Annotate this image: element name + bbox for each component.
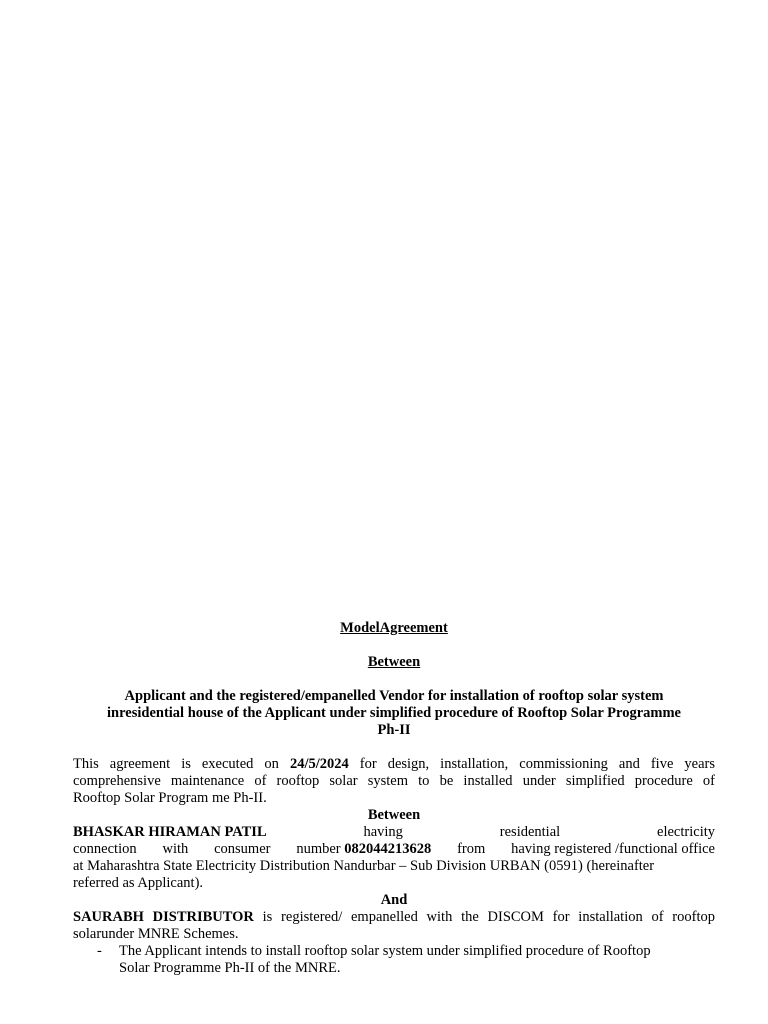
execution-line-1: [73, 756, 715, 773]
heading-line-3: Ph-II: [377, 722, 411, 738]
list-item: [97, 943, 715, 977]
applicant-word-from: from: [457, 841, 486, 857]
vendor-name: SAURABH DISTRIBUTOR: [73, 909, 254, 925]
applicant-word-residential: residential: [499, 824, 561, 840]
bullet-line-2: Solar Programme Ph-II of the MNRE.: [119, 960, 341, 976]
applicant-name: BHASKAR HIRAMAN PATIL: [73, 824, 267, 840]
bullet-text: [119, 943, 715, 977]
between-heading-2: Between: [367, 807, 421, 823]
vendor-paragraph: [73, 909, 715, 943]
consumer-number-group: [296, 841, 431, 858]
applicant-office-text: having registered /functional office: [511, 841, 715, 857]
bullet-line-1: The Applicant intends to install rooftop solar system under simplified procedure of Rooftop: [119, 943, 651, 959]
execution-paragraph: [73, 756, 715, 807]
applicant-line-4: referred as Applicant).: [73, 875, 204, 891]
applicant-word-having: having: [363, 824, 403, 840]
bullet-dash: -: [97, 943, 102, 959]
applicant-paragraph: [73, 824, 715, 892]
applicant-word-with: with: [162, 841, 189, 857]
applicant-line-1: [73, 824, 715, 841]
agreement-heading: [73, 688, 715, 739]
vendor-line-1: [73, 909, 715, 926]
and-heading: And: [380, 892, 408, 908]
heading-line-2: inresidential house of the Applicant under simplified procedure of Rooftop Solar Programme: [107, 705, 681, 721]
heading-line-1: Applicant and the registered/empanelled Vendor for installation of rooftop solar system: [124, 688, 664, 704]
document-title: ModelAgreement: [340, 620, 448, 636]
applicant-word-consumer: consumer: [214, 841, 271, 857]
consumer-number: 082044213628: [344, 841, 432, 857]
applicant-line-3: at Maharashtra State Electricity Distribution Nandurbar – Sub Division URBAN (0591) (hereinafter: [73, 858, 655, 874]
applicant-word-electricity: electricity: [657, 824, 715, 840]
applicant-line-2: [73, 841, 715, 858]
execution-prefix: This agreement is executed on: [73, 756, 290, 772]
vendor-line-1-text: is registered/ empanelled with the DISCOM for installation of rooftop: [253, 909, 715, 925]
execution-line-3: Rooftop Solar Program me Ph-II.: [73, 790, 267, 806]
applicant-word-number: number: [296, 841, 341, 857]
vendor-line-2: solarunder MNRE Schemes.: [73, 926, 239, 942]
between-heading: Between: [367, 654, 421, 670]
execution-suffix: for design, installation, commissioning and five years: [348, 756, 715, 772]
execution-line-2: comprehensive maintenance of rooftop solar system to be installed under simplified procedure of: [73, 773, 715, 789]
agreement-body: [73, 620, 715, 977]
execution-date: 24/5/2024: [289, 756, 349, 772]
applicant-word-connection: connection: [73, 841, 137, 857]
